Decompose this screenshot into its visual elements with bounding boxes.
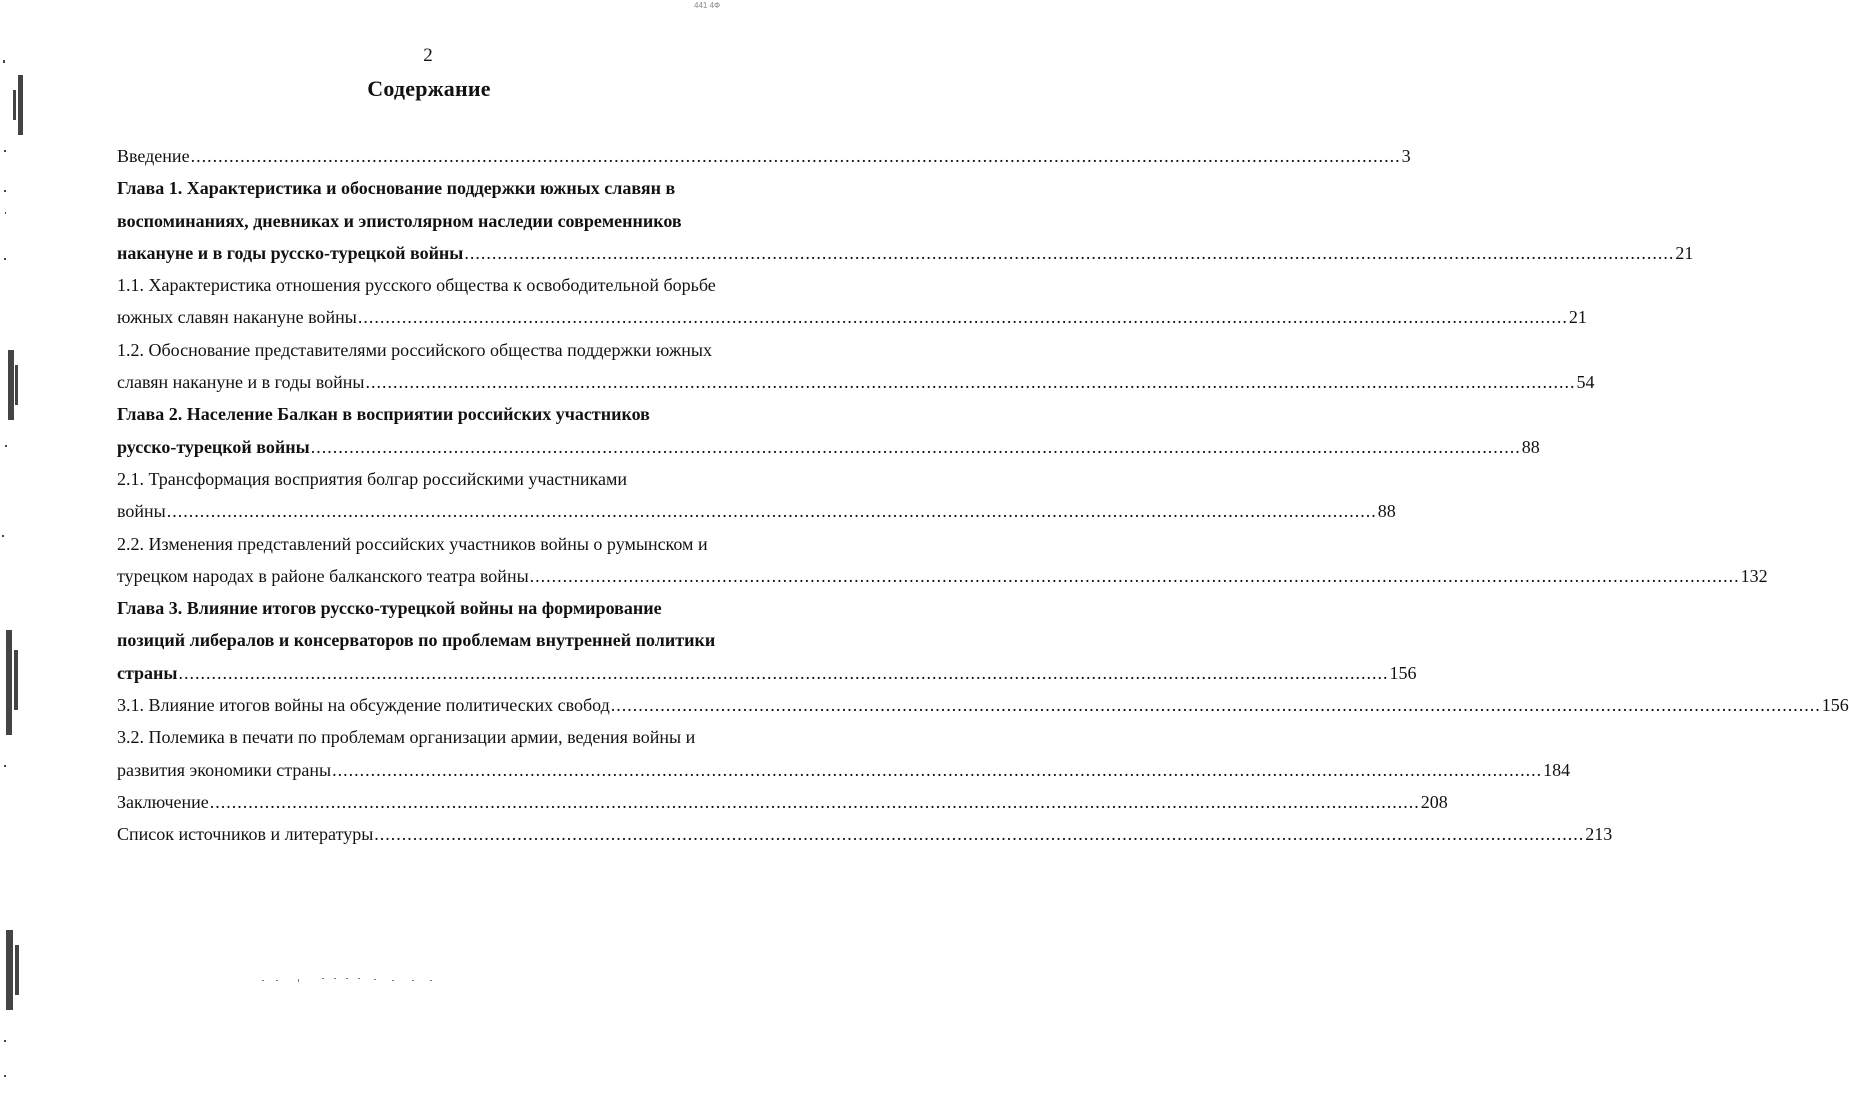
toc-entry-title: Список источников и литературы [117,824,374,845]
toc-entry [117,818,1613,850]
toc-entry-title: Введение [117,146,190,166]
dot-leader: ............................................................................................................................................................................................................................ [332,759,1543,780]
toc-page-number: 156 [1389,662,1417,683]
toc-entry-title: русско-турецкой войны [117,436,310,457]
toc-entry-title: страны [117,662,178,683]
toc-entry-last-line [117,140,1411,172]
toc-entry-line: позиций либералов и консерваторов по проблемам внутренней политики [117,630,716,651]
toc-entry-last-line [117,301,1587,333]
toc-page-number: 184 [1543,759,1571,780]
toc-entry [117,528,1768,593]
toc-page-number: 208 [1420,791,1448,812]
toc-entry-title: турецком народах в районе балканского театра войны [117,565,529,586]
toc-entry-last-line [117,786,1448,818]
dot-leader: ............................................................................................................................................................................................................................ [178,662,1389,683]
toc-page-number: 3 [1401,146,1411,166]
toc-entry-line: воспоминаниях, дневниках и эпистолярном наследии современников [117,210,682,231]
table-of-contents [117,140,1849,851]
toc-entry [117,269,1587,334]
toc-entry [117,786,1448,818]
dot-leader: ............................................................................................................................................................................................................................ [310,436,1521,457]
toc-entry [117,721,1571,786]
toc-entry [117,140,1411,172]
toc-entry-last-line [117,366,1595,398]
toc-entry-line: 2.1. Трансформация восприятия болгар российскими участниками [117,468,627,489]
toc-entry [117,398,1540,463]
page-title: Содержание [367,76,491,101]
toc-page-number: 88 [1521,436,1540,457]
toc-entry-title: накануне и в годы русско-турецкой войны [117,242,464,263]
toc-entry [117,463,1396,528]
toc-entry-title: войны [117,501,166,522]
toc-entry [117,172,1694,269]
dot-leader: ............................................................................................................................................................................................................................ [209,791,1420,812]
toc-entry [117,592,1417,689]
toc-entry-title: южных славян накануне войны [117,307,357,328]
toc-entry-line: Глава 2. Население Балкан в восприятии российских участников [117,404,650,425]
toc-page-number: 21 [1675,242,1694,263]
dot-leader: ............................................................................................................................................................................................................................ [464,242,1675,263]
toc-entry-last-line [117,431,1540,463]
toc-page-number: 21 [1568,307,1587,328]
archive-stamp-text: 441 4Ф [694,1,721,10]
scan-edge-marks [0,0,30,1105]
toc-entry-line: 1.1. Характеристика отношения русского общества к освободительной борьбе [117,275,716,296]
dot-leader: ............................................................................................................................................................................................................................ [610,695,1821,716]
toc-page-number: 88 [1377,501,1396,522]
dot-leader: ............................................................................................................................................................................................................................ [365,372,1576,393]
archive-stamp [694,0,744,10]
toc-entry-title: славян накануне и в годы войны [117,372,365,393]
toc-entry-title: Заключение [117,791,209,812]
toc-entry-line: 3.2. Полемика в печати по проблемам организации армии, ведения войны и [117,727,696,748]
toc-entry-last-line [117,237,1694,269]
toc-entry-last-line [117,560,1768,592]
toc-entry-line: 2.2. Изменения представлений российских участников войны о румынском и [117,533,708,554]
toc-entry-last-line [117,754,1571,786]
toc-entry-last-line [117,657,1417,689]
toc-page-number: 156 [1821,695,1849,716]
toc-page-number: 132 [1740,565,1768,586]
toc-entry-line: Глава 3. Влияние итогов русско-турецкой войны на формирование [117,598,662,619]
toc-entry-line: 1.2. Обоснование представителями российского общества поддержки южных [117,339,713,360]
toc-page-number: 54 [1576,372,1595,393]
page-number: 2 [423,45,433,66]
dot-leader: ............................................................................................................................................................................................................................ [374,824,1585,845]
dot-leader: ............................................................................................................................................................................................................................ [190,146,1401,166]
dot-leader: ............................................................................................................................................................................................................................ [166,501,1377,522]
dot-leader: ............................................................................................................................................................................................................................ [529,565,1740,586]
toc-entry-line: Глава 1. Характеристика и обоснование поддержки южных славян в [117,178,676,199]
toc-entry-title: развития экономики страны [117,759,332,780]
scan-noise [262,976,442,984]
toc-entry-title: 3.1. Влияние итогов войны на обсуждение политических свобод [117,695,610,716]
toc-entry-last-line [117,495,1396,527]
toc-entry-last-line [117,818,1613,850]
toc-entry-last-line [117,689,1849,721]
toc-page-number: 213 [1585,824,1613,845]
toc-entry [117,689,1849,721]
toc-entry [117,334,1595,399]
dot-leader: ............................................................................................................................................................................................................................ [357,307,1568,328]
